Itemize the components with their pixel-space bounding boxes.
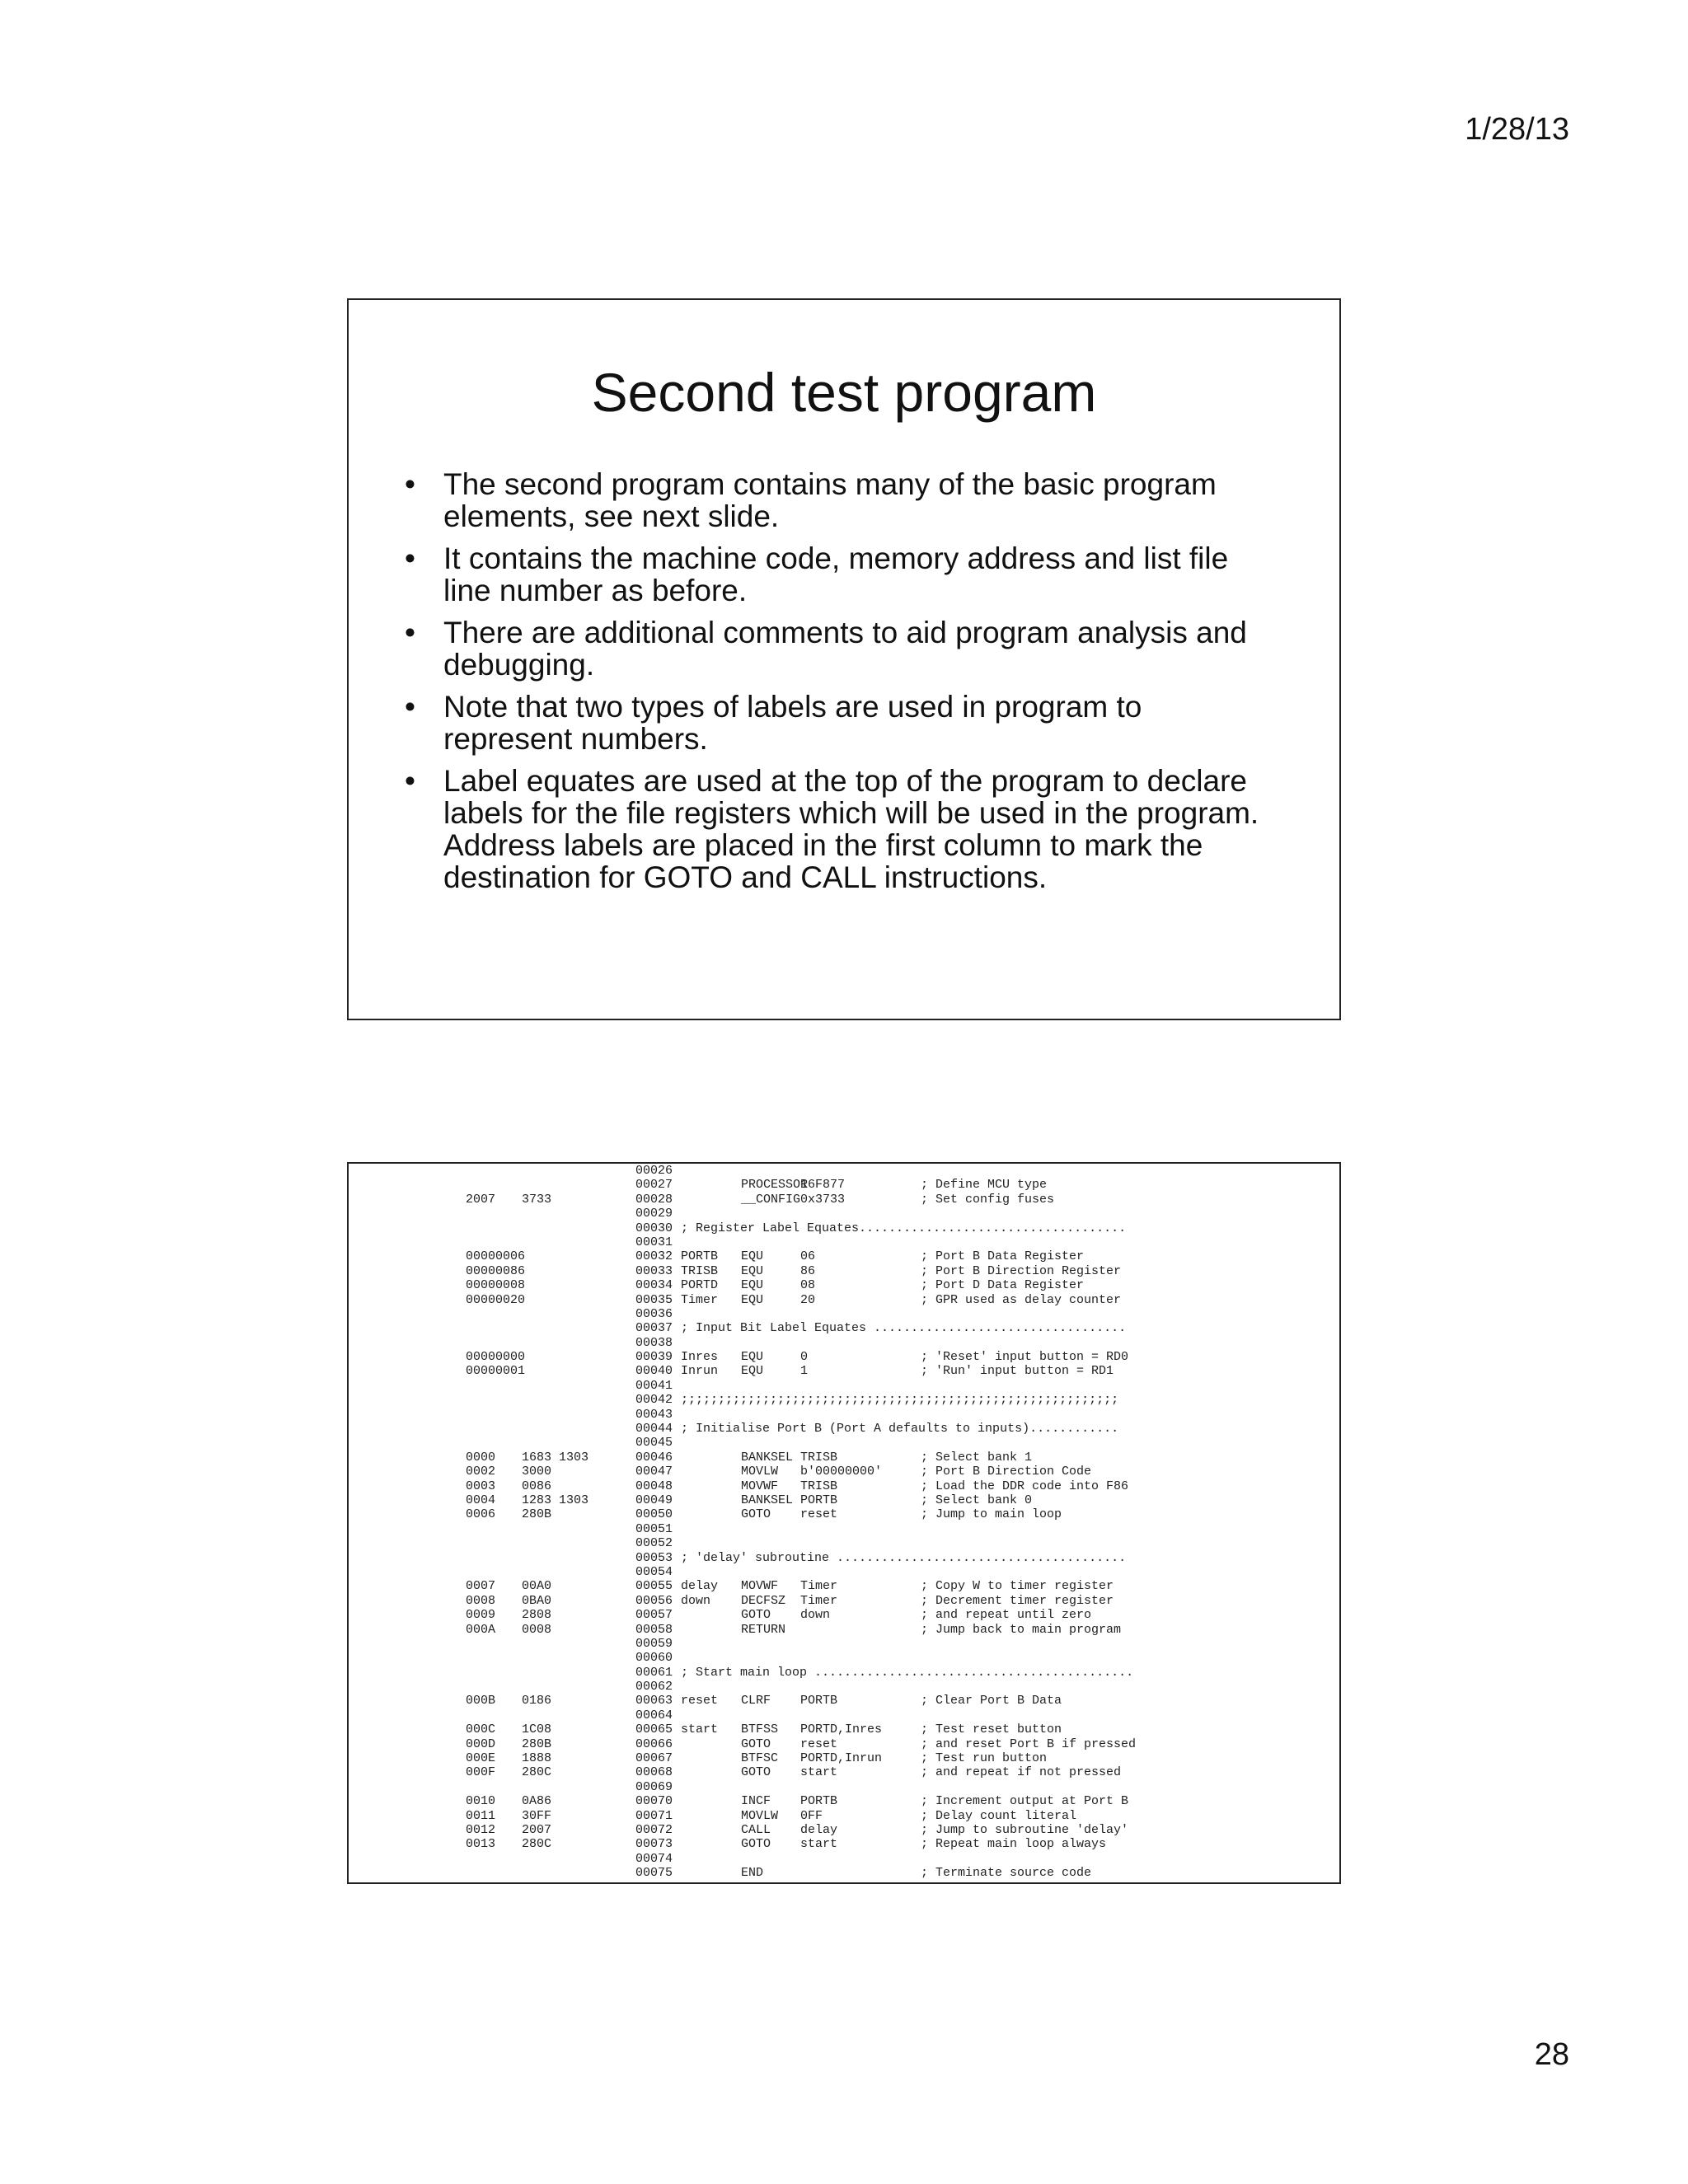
listing-operand: Timer [800, 1593, 838, 1608]
listing-opcode: GOTO [741, 1837, 771, 1852]
listing-line-number: 00044 [635, 1422, 673, 1436]
listing-line-number: 00069 [635, 1779, 673, 1794]
listing-operand: down [800, 1608, 831, 1623]
bullet-text: There are additional comments to aid program analysis and debugging. [443, 616, 1247, 682]
listing-line-number: 00034 [635, 1278, 673, 1293]
listing-operand: PORTB [800, 1694, 838, 1708]
listing-address: 000E [466, 1751, 496, 1766]
bullet-icon: • [405, 690, 415, 724]
listing-comment: ; 'Run' input button = RD1 [921, 1364, 1114, 1379]
listing-section-comment: ; Input Bit Label Equates .................................. [681, 1321, 1127, 1336]
listing-machine-code: 0008 [522, 1622, 552, 1637]
listing-comment: ; Increment output at Port B [921, 1794, 1129, 1809]
listing-operand: 06 [800, 1249, 816, 1264]
listing-line-number: 00032 [635, 1249, 673, 1264]
listing-operand: 08 [800, 1278, 816, 1293]
listing-line-number: 00031 [635, 1235, 673, 1249]
listing-opcode: BTFSS [741, 1722, 779, 1737]
listing-line-number: 00039 [635, 1350, 673, 1365]
listing-address: 0011 [466, 1808, 496, 1823]
listing-comment: ; Terminate source code [921, 1866, 1092, 1881]
listing-address: 0000 [466, 1450, 496, 1465]
listing-opcode: EQU [741, 1350, 764, 1365]
listing-operand: PORTD,Inrun [800, 1751, 883, 1766]
listing-label: Inres [681, 1350, 719, 1365]
listing-machine-code: 280C [522, 1837, 552, 1852]
listing-line-number: 00043 [635, 1407, 673, 1422]
listing-address: 000B [466, 1694, 496, 1708]
listing-comment: ; and repeat if not pressed [921, 1765, 1122, 1780]
listing-label: delay [681, 1579, 719, 1594]
listing-line-number: 00047 [635, 1465, 673, 1479]
listing-opcode: GOTO [741, 1507, 771, 1522]
listing-address: 00000020 [466, 1292, 526, 1307]
listing-operand: 0x3733 [800, 1192, 846, 1207]
listing-address: 0009 [466, 1608, 496, 1623]
listing-address: 0012 [466, 1822, 496, 1837]
listing-comment: ; Delay count literal [921, 1808, 1077, 1823]
listing-operand: reset [800, 1736, 838, 1751]
listing-line-number: 00057 [635, 1608, 673, 1623]
listing-address: 00000086 [466, 1263, 526, 1278]
listing-line-number: 00068 [635, 1765, 673, 1780]
slide-title: Second test program [591, 362, 1097, 423]
listing-line-number: 00027 [635, 1178, 673, 1193]
listing-opcode: GOTO [741, 1608, 771, 1623]
listing-line-number: 00040 [635, 1364, 673, 1379]
listing-opcode: EQU [741, 1249, 764, 1264]
bullet-list [405, 468, 1278, 903]
listing-machine-code: 280C [522, 1765, 552, 1780]
bullet-item [405, 542, 1278, 607]
listing-address: 000C [466, 1722, 496, 1737]
listing-comment: ; Port B Data Register [921, 1249, 1085, 1264]
listing-label: PORTD [681, 1278, 719, 1293]
bullet-text: It contains the machine code, memory address and list file line number as before. [443, 541, 1229, 607]
listing-line-number: 00072 [635, 1822, 673, 1837]
listing-operand: 0 [800, 1350, 809, 1365]
listing-section-comment: ; Register Label Equates.................................... [681, 1221, 1127, 1235]
listing-label: Timer [681, 1292, 719, 1307]
listing-comment: ; Port B Direction Register [921, 1263, 1122, 1278]
listing-line-number: 00059 [635, 1636, 673, 1651]
bullet-text: Label equates are used at the top of the program to declare labels for the file registers which will be used in the program. Address labels are placed in the first column to mark the destination for GOTO and CALL instructions. [443, 764, 1259, 894]
bullet-item [405, 691, 1278, 755]
listing-address: 0006 [466, 1507, 496, 1522]
listing-address: 00000008 [466, 1278, 526, 1293]
listing-comment: ; Port B Direction Code [921, 1465, 1092, 1479]
listing-address: 0013 [466, 1837, 496, 1852]
listing-line-number: 00026 [635, 1164, 673, 1178]
listing-label: start [681, 1722, 719, 1737]
listing-label: Inrun [681, 1364, 719, 1379]
listing-line-number: 00067 [635, 1751, 673, 1766]
listing-opcode: END [741, 1866, 764, 1881]
listing-machine-code: 280B [522, 1736, 552, 1751]
listing-opcode: EQU [741, 1364, 764, 1379]
listing-line-number: 00061 [635, 1665, 673, 1680]
listing-opcode: MOVWF [741, 1479, 779, 1493]
listing-operand: b'00000000' [800, 1465, 883, 1479]
listing-line-number: 00058 [635, 1622, 673, 1637]
listing-operand: TRISB [800, 1450, 838, 1465]
listing-line-number: 00028 [635, 1192, 673, 1207]
listing-address: 000F [466, 1765, 496, 1780]
listing-line-number: 00074 [635, 1851, 673, 1866]
listing-operand: PORTB [800, 1493, 838, 1507]
listing-machine-code: 30FF [522, 1808, 552, 1823]
listing-line-number: 00063 [635, 1694, 673, 1708]
listing-machine-code: 2808 [522, 1608, 552, 1623]
listing-comment: ; GPR used as delay counter [921, 1292, 1122, 1307]
listing-address: 00000001 [466, 1364, 526, 1379]
listing-line-number: 00060 [635, 1651, 673, 1666]
listing-line-number: 00041 [635, 1378, 673, 1393]
bullet-text: The second program contains many of the basic program elements, see next slide. [443, 467, 1217, 533]
listing-comment: ; Jump back to main program [921, 1622, 1122, 1637]
bullet-icon: • [405, 616, 415, 649]
listing-comment: ; Jump to subroutine 'delay' [921, 1822, 1129, 1837]
listing-label: reset [681, 1694, 719, 1708]
listing-comment: ; 'Reset' input button = RD0 [921, 1350, 1129, 1365]
listing-machine-code: 0186 [522, 1694, 552, 1708]
listing-machine-code: 1888 [522, 1751, 552, 1766]
slide-text [347, 298, 1341, 1020]
listing-line-number: 00075 [635, 1866, 673, 1881]
listing-opcode: PROCESSOR [741, 1178, 809, 1193]
listing-machine-code: 1C08 [522, 1722, 552, 1737]
listing-opcode: CALL [741, 1822, 771, 1837]
listing-line-number: 00062 [635, 1680, 673, 1694]
listing-operand: Timer [800, 1579, 838, 1594]
slide-code-listing [347, 1162, 1341, 1884]
listing-comment: ; Repeat main loop always [921, 1837, 1107, 1852]
listing-opcode: EQU [741, 1278, 764, 1293]
listing-line-number: 00071 [635, 1808, 673, 1823]
listing-machine-code: 1683 1303 [522, 1450, 589, 1465]
header-date: 1/28/13 [1465, 112, 1569, 147]
listing-machine-code: 3000 [522, 1465, 552, 1479]
listing-operand: start [800, 1765, 838, 1780]
listing-operand: TRISB [800, 1479, 838, 1493]
listing-comment: ; Test reset button [921, 1722, 1062, 1737]
bullet-icon: • [405, 541, 415, 575]
bullet-icon: • [405, 764, 415, 798]
listing-opcode: BTFSC [741, 1751, 779, 1766]
bullet-item [405, 616, 1278, 681]
listing-comment: ; Clear Port B Data [921, 1694, 1062, 1708]
listing-line-number: 00033 [635, 1263, 673, 1278]
listing-comment: ; Test run button [921, 1751, 1048, 1766]
listing-address: 00000006 [466, 1249, 526, 1264]
listing-address: 00000000 [466, 1350, 526, 1365]
listing-machine-code: 0BA0 [522, 1593, 552, 1608]
listing-comment: ; and repeat until zero [921, 1608, 1092, 1623]
listing-comment: ; Select bank 0 [921, 1493, 1033, 1507]
listing-comment: ; Define MCU type [921, 1178, 1048, 1193]
listing-operand: delay [800, 1822, 838, 1837]
listing-opcode: CLRF [741, 1694, 771, 1708]
listing-address: 000D [466, 1736, 496, 1751]
listing-opcode: MOVWF [741, 1579, 779, 1594]
listing-line-number: 00055 [635, 1579, 673, 1594]
listing-operand: PORTB [800, 1794, 838, 1809]
listing-line-number: 00038 [635, 1335, 673, 1350]
bullet-text: Note that two types of labels are used in program to represent numbers. [443, 690, 1142, 756]
listing-line-number: 00056 [635, 1593, 673, 1608]
listing-opcode: MOVLW [741, 1808, 779, 1823]
listing-operand: 16F877 [800, 1178, 846, 1193]
listing-line-number: 00048 [635, 1479, 673, 1493]
listing-line-number: 00042 [635, 1393, 673, 1408]
listing-line-number: 00037 [635, 1321, 673, 1336]
listing-comment: ; Load the DDR code into F86 [921, 1479, 1129, 1493]
listing-label: PORTB [681, 1249, 719, 1264]
listing-comment: ; Set config fuses [921, 1192, 1055, 1207]
listing-line-number: 00053 [635, 1550, 673, 1565]
listing-opcode: BANKSEL [741, 1493, 794, 1507]
listing-line-number: 00050 [635, 1507, 673, 1522]
listing-opcode: EQU [741, 1263, 764, 1278]
listing-address: 0003 [466, 1479, 496, 1493]
bullet-icon: • [405, 467, 415, 501]
listing-machine-code: 1283 1303 [522, 1493, 589, 1507]
listing-address: 0010 [466, 1794, 496, 1809]
listing-line-number: 00045 [635, 1436, 673, 1451]
listing-section-comment: ; Start main loop ........................................... [681, 1665, 1134, 1680]
listing-operand: start [800, 1837, 838, 1852]
listing-comment: ; Copy W to timer register [921, 1579, 1114, 1594]
listing-section-comment: ; 'delay' subroutine ....................................... [681, 1550, 1127, 1565]
page-number: 28 [1534, 2037, 1569, 2072]
listing-line-number: 00065 [635, 1722, 673, 1737]
listing-address: 0007 [466, 1579, 496, 1594]
listing-operand: 1 [800, 1364, 809, 1379]
listing-machine-code: 3733 [522, 1192, 552, 1207]
listing-machine-code: 2007 [522, 1822, 552, 1837]
listing-line-number: 00064 [635, 1708, 673, 1722]
listing-address: 0002 [466, 1465, 496, 1479]
listing-address: 0008 [466, 1593, 496, 1608]
listing-machine-code: 0A86 [522, 1794, 552, 1809]
listing-comment: ; Jump to main loop [921, 1507, 1062, 1522]
listing-opcode: DECFSZ [741, 1593, 786, 1608]
listing-line-number: 00036 [635, 1306, 673, 1321]
listing-line-number: 00066 [635, 1736, 673, 1751]
listing-machine-code: 00A0 [522, 1579, 552, 1594]
listing-comment: ; Port D Data Register [921, 1278, 1085, 1293]
listing-line-number: 00070 [635, 1794, 673, 1809]
listing-operand: 0FF [800, 1808, 823, 1823]
listing-line-number: 00030 [635, 1221, 673, 1235]
listing-opcode: GOTO [741, 1765, 771, 1780]
listing-machine-code: 280B [522, 1507, 552, 1522]
listing-operand: reset [800, 1507, 838, 1522]
listing-address: 000A [466, 1622, 496, 1637]
listing-opcode: MOVLW [741, 1465, 779, 1479]
listing-opcode: BANKSEL [741, 1450, 794, 1465]
listing-line-number: 00046 [635, 1450, 673, 1465]
bullet-item [405, 765, 1278, 893]
listing-line-number: 00052 [635, 1536, 673, 1551]
bullet-item [405, 468, 1278, 532]
listing-machine-code: 0086 [522, 1479, 552, 1493]
listing-opcode: __CONFIG [741, 1192, 801, 1207]
listing-address: 0004 [466, 1493, 496, 1507]
listing-line-number: 00035 [635, 1292, 673, 1307]
listing-line-number: 00049 [635, 1493, 673, 1507]
listing-opcode: GOTO [741, 1736, 771, 1751]
listing-line-number: 00051 [635, 1521, 673, 1536]
listing-opcode: RETURN [741, 1622, 786, 1637]
listing-opcode: EQU [741, 1292, 764, 1307]
listing-operand: 20 [800, 1292, 816, 1307]
listing-line-number: 00073 [635, 1837, 673, 1852]
listing-comment: ; and reset Port B if pressed [921, 1736, 1137, 1751]
listing-section-comment: ; Initialise Port B (Port A defaults to inputs)............ [681, 1422, 1119, 1436]
listing-line-number: 00054 [635, 1564, 673, 1579]
listing-label: down [681, 1593, 711, 1608]
listing-operand: PORTD,Inres [800, 1722, 883, 1737]
listing-line-number: 00029 [635, 1207, 673, 1221]
listing-section-comment: ;;;;;;;;;;;;;;;;;;;;;;;;;;;;;;;;;;;;;;;;;;;;;;;;;;;;;;;;;;; [681, 1393, 1119, 1408]
listing-address: 2007 [466, 1192, 496, 1207]
listing-label: TRISB [681, 1263, 719, 1278]
listing-operand: 86 [800, 1263, 816, 1278]
listing-opcode: INCF [741, 1794, 771, 1809]
listing-comment: ; Select bank 1 [921, 1450, 1033, 1465]
listing-comment: ; Decrement timer register [921, 1593, 1114, 1608]
